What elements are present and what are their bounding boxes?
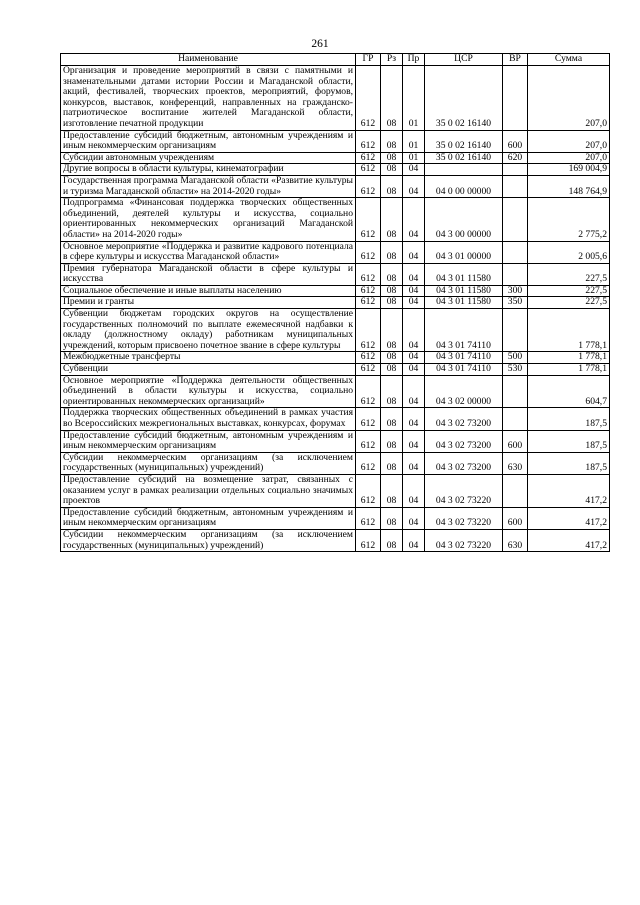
row-sum: 2 005,6 [528,241,610,263]
row-vr [503,198,528,241]
row-sum: 227,5 [528,285,610,297]
row-gr: 612 [356,352,381,364]
header-csr: ЦСР [425,54,503,66]
header-name: Наименование [61,54,356,66]
row-sum: 227,5 [528,297,610,309]
row-vr: 630 [503,529,528,551]
header-sum: Сумма [528,54,610,66]
table-row [61,297,610,309]
row-csr: 04 3 02 00000 [425,375,503,408]
row-vr [503,263,528,285]
row-pr: 04 [403,241,425,263]
row-name: Предоставление субсидий на возмещение затрат, связанных с оказанием услуг в рамках реализации отдельных социально значимых проектов [61,474,356,507]
table-row [61,452,610,474]
row-vr: 620 [503,152,528,164]
row-name: Предоставление субсидий бюджетным, автономным учреждениям и иным некоммерческим организациям [61,130,356,152]
row-pr: 04 [403,297,425,309]
row-gr: 612 [356,285,381,297]
table-row [61,175,610,197]
row-rz: 08 [381,152,403,164]
row-gr: 612 [356,408,381,430]
table-row [61,474,610,507]
table-row [61,430,610,452]
header-vr: ВР [503,54,528,66]
row-rz: 08 [381,285,403,297]
row-name: Организация и проведение мероприятий в связи с памятными и знаменательными датами истории России и Магаданской области, акций, фестивалей, творческих проектов, мероприятий, форумов, конкурсов, выставок, конференций, направленных на гражданско-патриотическое воспитание жителей Магаданской области, изготовление печатной продукции [61,66,356,131]
row-gr: 612 [356,507,381,529]
row-vr [503,474,528,507]
table-row [61,241,610,263]
row-gr: 612 [356,152,381,164]
row-sum: 1 778,1 [528,364,610,376]
row-sum: 1 778,1 [528,309,610,352]
row-sum: 227,5 [528,263,610,285]
row-sum: 2 775,2 [528,198,610,241]
header-gr: ГР [356,54,381,66]
table-row [61,66,610,131]
row-vr: 500 [503,352,528,364]
row-rz: 08 [381,474,403,507]
table-row [61,164,610,176]
table-header-row [61,54,610,66]
row-csr: 04 3 01 11580 [425,297,503,309]
row-csr: 04 3 01 11580 [425,263,503,285]
row-rz: 08 [381,507,403,529]
row-vr [503,164,528,176]
row-rz: 08 [381,263,403,285]
table-row [61,285,610,297]
row-gr: 612 [356,364,381,376]
row-vr: 600 [503,130,528,152]
row-vr [503,309,528,352]
row-name: Другие вопросы в области культуры, кинематографии [61,164,356,176]
row-pr: 04 [403,474,425,507]
row-csr: 04 3 01 11580 [425,285,503,297]
row-gr: 612 [356,375,381,408]
row-gr: 612 [356,474,381,507]
row-csr: 04 3 02 73200 [425,430,503,452]
row-sum: 207,0 [528,66,610,131]
row-name: Премии и гранты [61,297,356,309]
row-csr: 04 0 00 00000 [425,175,503,197]
row-csr: 04 3 00 00000 [425,198,503,241]
row-sum: 187,5 [528,430,610,452]
table-row [61,352,610,364]
page-number: 261 [311,38,329,50]
row-vr: 600 [503,507,528,529]
row-sum: 169 004,9 [528,164,610,176]
row-pr: 04 [403,529,425,551]
row-gr: 612 [356,263,381,285]
row-sum: 417,2 [528,474,610,507]
row-vr: 600 [503,430,528,452]
table-row [61,408,610,430]
row-pr: 01 [403,66,425,131]
row-rz: 08 [381,430,403,452]
header-pr: Пр [403,54,425,66]
table-row [61,198,610,241]
row-gr: 612 [356,130,381,152]
row-csr: 04 3 01 74110 [425,309,503,352]
row-sum: 207,0 [528,152,610,164]
row-name: Межбюджетные трансферты [61,352,356,364]
row-name: Основное мероприятие «Поддержка деятельности общественных объединений в области культуры и искусства, социально ориентированных некоммерческих организаций» [61,375,356,408]
row-sum: 604,7 [528,375,610,408]
row-sum: 417,2 [528,507,610,529]
row-rz: 08 [381,452,403,474]
row-csr: 35 0 02 16140 [425,152,503,164]
row-name: Поддержка творческих общественных объединений в рамках участия во Всероссийских межрегиональных выставках, конкурсах, форумах [61,408,356,430]
row-name: Субсидии некоммерческим организациям (за исключением государственных (муниципальных) учреждений) [61,529,356,551]
row-rz: 08 [381,364,403,376]
row-vr [503,408,528,430]
row-pr: 04 [403,285,425,297]
table-row [61,375,610,408]
row-csr: 04 3 02 73220 [425,529,503,551]
row-sum: 1 778,1 [528,352,610,364]
row-vr: 530 [503,364,528,376]
row-sum: 187,5 [528,452,610,474]
row-gr: 612 [356,430,381,452]
row-gr: 612 [356,175,381,197]
row-name: Государственная программа Магаданской области «Развитие культуры и туризма Магаданской области» на 2014-2020 годы» [61,175,356,197]
row-name: Субвенции [61,364,356,376]
row-pr: 04 [403,263,425,285]
row-pr: 04 [403,452,425,474]
row-pr: 04 [403,309,425,352]
row-pr: 04 [403,507,425,529]
table-row [61,364,610,376]
row-pr: 04 [403,430,425,452]
row-csr: 04 3 01 74110 [425,352,503,364]
row-rz: 08 [381,529,403,551]
row-rz: 08 [381,164,403,176]
row-pr: 04 [403,164,425,176]
row-gr: 612 [356,529,381,551]
row-name: Социальное обеспечение и иные выплаты населению [61,285,356,297]
row-gr: 612 [356,452,381,474]
row-sum: 207,0 [528,130,610,152]
table-row [61,130,610,152]
row-rz: 08 [381,130,403,152]
row-vr [503,175,528,197]
row-pr: 01 [403,152,425,164]
row-pr: 04 [403,408,425,430]
row-csr: 04 3 02 73200 [425,452,503,474]
table-row [61,309,610,352]
table-row [61,529,610,551]
row-vr [503,241,528,263]
row-gr: 612 [356,198,381,241]
row-pr: 04 [403,198,425,241]
row-name: Предоставление субсидий бюджетным, автономным учреждениям и иным некоммерческим организациям [61,507,356,529]
header-rz: Рз [381,54,403,66]
row-gr: 612 [356,66,381,131]
row-pr: 04 [403,175,425,197]
row-pr: 04 [403,364,425,376]
row-vr [503,66,528,131]
row-rz: 08 [381,241,403,263]
row-csr: 04 3 02 73200 [425,408,503,430]
row-csr: 04 3 01 74110 [425,364,503,376]
row-csr [425,164,503,176]
budget-table [60,53,610,552]
table-row [61,263,610,285]
row-sum: 187,5 [528,408,610,430]
row-vr [503,375,528,408]
row-pr: 04 [403,375,425,408]
row-rz: 08 [381,375,403,408]
row-csr: 35 0 02 16140 [425,130,503,152]
row-sum: 417,2 [528,529,610,551]
row-name: Подпрограмма «Финансовая поддержка творческих общественных объединений, деятелей культуры и искусства, социально ориентированных некоммерческих организаций Магаданской области» на 2014-2020 годы» [61,198,356,241]
row-rz: 08 [381,198,403,241]
row-csr: 35 0 02 16140 [425,66,503,131]
table-row [61,507,610,529]
row-csr: 04 3 02 73220 [425,474,503,507]
row-vr: 630 [503,452,528,474]
row-csr: 04 3 01 00000 [425,241,503,263]
table-body [61,66,610,552]
row-name: Субвенции бюджетам городских округов на осуществление государственных полномочий по выплате ежемесячной надбавки к окладу (должностному окладу) работникам муниципальных учреждений, которым присвоено почетное звание в сфере культуры [61,309,356,352]
row-gr: 612 [356,164,381,176]
row-gr: 612 [356,297,381,309]
row-sum: 148 764,9 [528,175,610,197]
row-rz: 08 [381,175,403,197]
row-gr: 612 [356,241,381,263]
row-vr: 350 [503,297,528,309]
row-rz: 08 [381,408,403,430]
row-rz: 08 [381,297,403,309]
row-rz: 08 [381,309,403,352]
row-pr: 04 [403,352,425,364]
row-name: Предоставление субсидий бюджетным, автономным учреждениям и иным некоммерческим организациям [61,430,356,452]
row-rz: 08 [381,352,403,364]
table-row [61,152,610,164]
row-name: Субсидии автономным учреждениям [61,152,356,164]
row-vr: 300 [503,285,528,297]
row-name: Субсидии некоммерческим организациям (за исключением государственных (муниципальных) учреждений) [61,452,356,474]
row-name: Премия губернатора Магаданской области в сфере культуры и искусства [61,263,356,285]
row-rz: 08 [381,66,403,131]
row-csr: 04 3 02 73220 [425,507,503,529]
row-pr: 01 [403,130,425,152]
row-gr: 612 [356,309,381,352]
row-name: Основное мероприятие «Поддержка и развитие кадрового потенциала в сфере культуры и искусства Магаданской области» [61,241,356,263]
